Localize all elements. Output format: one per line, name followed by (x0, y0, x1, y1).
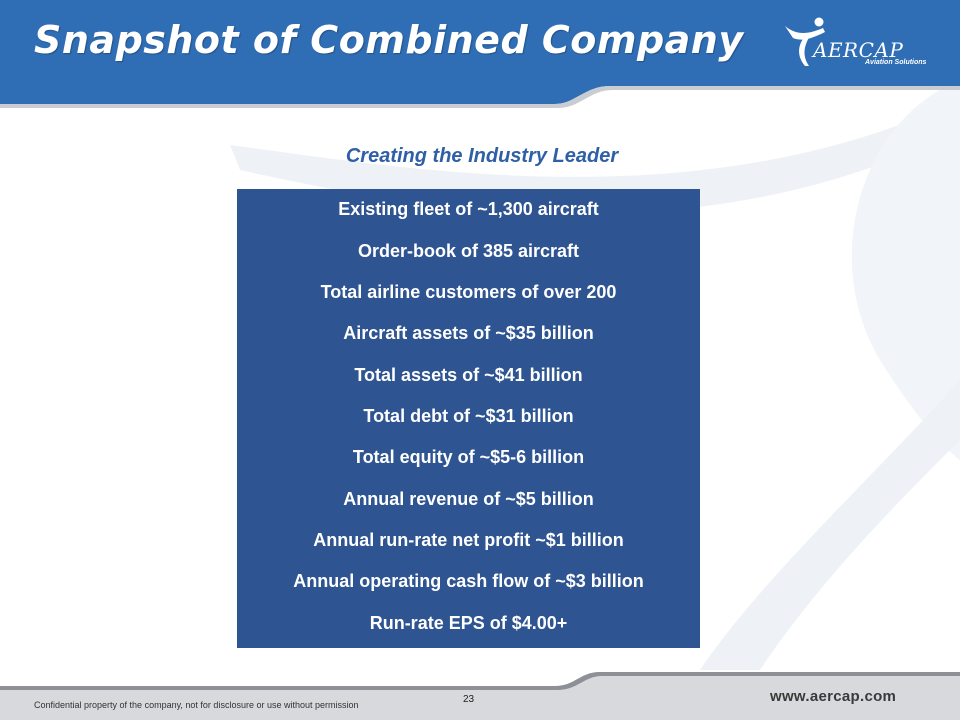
company-logo (783, 16, 933, 76)
fact-item: Total assets of ~$41 billion (354, 364, 583, 385)
website-link[interactable]: www.aercap.com (770, 688, 897, 705)
page-number: 23 (463, 694, 475, 705)
logo-tagline: Aviation Solutions (865, 59, 927, 66)
fact-item: Annual run-rate net profit ~$1 billion (313, 530, 624, 551)
fact-item: Total airline customers of over 200 (320, 281, 617, 302)
confidential-notice: Confidential property of the company, not for disclosure or use without permission (34, 700, 359, 710)
section-subtitle: Creating the Industry Leader (345, 145, 619, 167)
footer (0, 668, 960, 720)
facts-box (237, 189, 700, 648)
fact-item: Order-book of 385 aircraft (357, 240, 580, 261)
logo-name: AERCAP (813, 38, 904, 62)
fact-item: Annual revenue of ~$5 billion (343, 488, 594, 509)
fact-item: Annual operating cash flow of ~$3 billion (293, 571, 644, 592)
fact-item: Existing fleet of ~1,300 aircraft (338, 199, 599, 220)
fact-item: Aircraft assets of ~$35 billion (343, 323, 594, 344)
fact-item: Total debt of ~$31 billion (363, 405, 574, 426)
slide-title: Snapshot of Combined Company (34, 18, 744, 62)
header-banner (0, 0, 960, 112)
fact-item: Run-rate EPS of $4.00+ (369, 612, 568, 633)
fact-item: Total equity of ~$5-6 billion (352, 447, 585, 468)
